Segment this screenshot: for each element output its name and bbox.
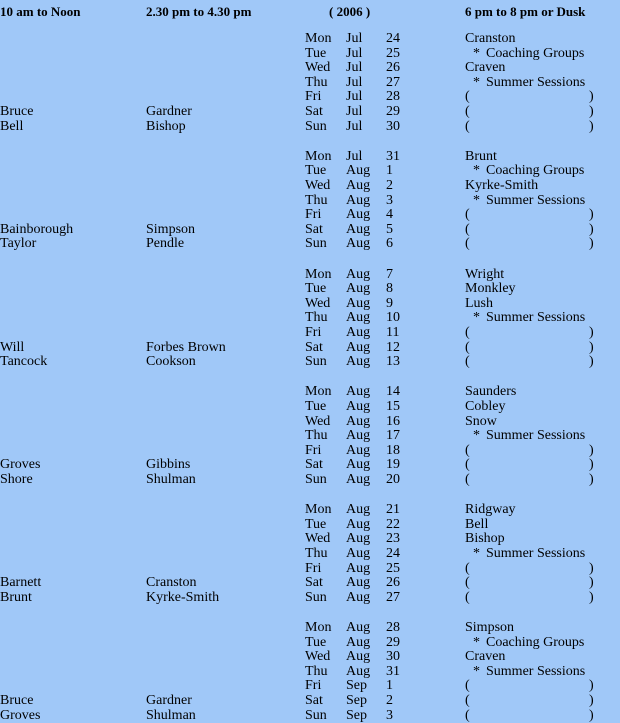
schedule-row bbox=[0, 679, 620, 694]
month-name: Jul bbox=[346, 60, 363, 76]
day-name: Sun bbox=[305, 354, 327, 370]
evening-name: Bell bbox=[465, 516, 489, 532]
empty-slot-open: ( bbox=[465, 339, 470, 355]
schedule-row bbox=[0, 47, 620, 62]
empty-slot-close: ) bbox=[589, 89, 594, 105]
day-name: Tue bbox=[305, 45, 327, 61]
day-name: Thu bbox=[305, 663, 328, 679]
day-name: Sat bbox=[305, 457, 323, 473]
month-name: Aug bbox=[346, 428, 371, 444]
morning-name: Bruce bbox=[0, 103, 34, 119]
month-name: Aug bbox=[346, 207, 371, 223]
month-name: Jul bbox=[346, 89, 363, 105]
date-number: 12 bbox=[386, 339, 400, 355]
date-number: 3 bbox=[386, 707, 393, 723]
afternoon-name: Shulman bbox=[146, 707, 196, 723]
day-name: Tue bbox=[305, 398, 327, 414]
evening-name: Saunders bbox=[465, 384, 517, 400]
month-name: Aug bbox=[346, 516, 371, 532]
evening-name: Snow bbox=[465, 413, 497, 429]
date-number: 14 bbox=[386, 384, 400, 400]
empty-slot-close: ) bbox=[589, 354, 594, 370]
month-name: Aug bbox=[346, 398, 371, 414]
date-number: 31 bbox=[386, 663, 400, 679]
date-number: 21 bbox=[386, 502, 400, 518]
morning-name: Shore bbox=[0, 471, 33, 487]
schedule-row bbox=[0, 621, 620, 636]
date-number: 27 bbox=[386, 589, 400, 605]
month-name: Aug bbox=[346, 663, 371, 679]
date-number: 9 bbox=[386, 295, 393, 311]
date-number: 19 bbox=[386, 457, 400, 473]
empty-slot-open: ( bbox=[465, 678, 470, 694]
empty-slot-close: ) bbox=[589, 442, 594, 458]
morning-name: Taylor bbox=[0, 236, 37, 252]
schedule-row bbox=[0, 32, 620, 47]
schedule-row bbox=[0, 650, 620, 665]
empty-slot-open: ( bbox=[465, 692, 470, 708]
day-name: Mon bbox=[305, 384, 332, 400]
schedule-row bbox=[0, 223, 620, 238]
month-name: Aug bbox=[346, 221, 371, 237]
header-morning: 10 am to Noon bbox=[0, 4, 81, 19]
afternoon-name: Shulman bbox=[146, 471, 196, 487]
schedule-row bbox=[0, 429, 620, 444]
evening-session: * Summer Sessions bbox=[473, 545, 586, 561]
date-number: 30 bbox=[386, 649, 400, 665]
schedule-row bbox=[0, 444, 620, 459]
morning-name: Bell bbox=[0, 118, 24, 134]
day-name: Tue bbox=[305, 516, 327, 532]
date-number: 24 bbox=[386, 31, 400, 46]
date-number: 4 bbox=[386, 207, 393, 223]
evening-session: * Coaching Groups bbox=[473, 163, 585, 179]
schedule-row bbox=[0, 61, 620, 76]
empty-slot-close: ) bbox=[589, 471, 594, 487]
evening-name: Wright bbox=[465, 266, 505, 282]
day-name: Tue bbox=[305, 163, 327, 179]
date-number: 3 bbox=[386, 192, 393, 208]
day-name: Wed bbox=[305, 295, 331, 311]
month-name: Aug bbox=[346, 236, 371, 252]
schedule-row bbox=[0, 665, 620, 680]
date-number: 20 bbox=[386, 471, 400, 487]
evening-session: * Summer Sessions bbox=[473, 428, 586, 444]
schedule-row bbox=[0, 547, 620, 562]
date-number: 2 bbox=[386, 177, 393, 193]
evening-session: * Summer Sessions bbox=[473, 310, 586, 326]
afternoon-name: Gardner bbox=[146, 103, 192, 119]
week-block bbox=[0, 32, 620, 134]
empty-slot-close: ) bbox=[589, 103, 594, 119]
month-name: Jul bbox=[346, 74, 363, 90]
date-number: 27 bbox=[386, 74, 400, 90]
empty-slot-open: ( bbox=[465, 589, 470, 605]
day-name: Sun bbox=[305, 707, 327, 723]
date-number: 30 bbox=[386, 118, 400, 134]
schedule-row bbox=[0, 237, 620, 252]
empty-slot-close: ) bbox=[589, 339, 594, 355]
month-name: Aug bbox=[346, 177, 371, 193]
month-name: Aug bbox=[346, 457, 371, 473]
empty-slot-open: ( bbox=[465, 707, 470, 723]
schedule-row bbox=[0, 518, 620, 533]
schedule-row bbox=[0, 385, 620, 400]
date-number: 11 bbox=[386, 324, 400, 340]
schedule-row bbox=[0, 473, 620, 488]
day-name: Tue bbox=[305, 281, 327, 297]
evening-session: * Summer Sessions bbox=[473, 663, 586, 679]
schedule-row bbox=[0, 355, 620, 370]
date-number: 1 bbox=[386, 678, 393, 694]
month-name: Aug bbox=[346, 545, 371, 561]
date-number: 26 bbox=[386, 575, 400, 591]
header-year: ( 2006 ) bbox=[329, 4, 371, 19]
schedule-row bbox=[0, 591, 620, 606]
day-name: Sun bbox=[305, 471, 327, 487]
day-name: Sun bbox=[305, 236, 327, 252]
empty-slot-close: ) bbox=[589, 221, 594, 237]
schedule-row bbox=[0, 562, 620, 577]
date-number: 18 bbox=[386, 442, 400, 458]
evening-name: Brunt bbox=[465, 148, 497, 164]
morning-name: Barnett bbox=[0, 575, 42, 591]
schedule-row bbox=[0, 282, 620, 297]
afternoon-name: Cranston bbox=[146, 575, 197, 591]
day-name: Wed bbox=[305, 649, 331, 665]
day-name: Fri bbox=[305, 324, 322, 340]
empty-slot-close: ) bbox=[589, 207, 594, 223]
day-name: Thu bbox=[305, 545, 328, 561]
schedule-row bbox=[0, 576, 620, 591]
date-number: 6 bbox=[386, 236, 393, 252]
week-block bbox=[0, 150, 620, 252]
month-name: Aug bbox=[346, 163, 371, 179]
empty-slot-open: ( bbox=[465, 575, 470, 591]
day-name: Thu bbox=[305, 74, 328, 90]
empty-slot-close: ) bbox=[589, 560, 594, 576]
morning-name: Will bbox=[0, 339, 25, 355]
month-name: Aug bbox=[346, 384, 371, 400]
schedule-row bbox=[0, 326, 620, 341]
day-name: Wed bbox=[305, 177, 331, 193]
empty-slot-open: ( bbox=[465, 103, 470, 119]
month-name: Sep bbox=[346, 692, 367, 708]
evening-session: * Summer Sessions bbox=[473, 192, 586, 208]
evening-name: Simpson bbox=[465, 620, 515, 635]
afternoon-name: Forbes Brown bbox=[146, 339, 226, 355]
day-name: Tue bbox=[305, 634, 327, 650]
day-name: Fri bbox=[305, 442, 322, 458]
schedule-row bbox=[0, 150, 620, 165]
day-name: Wed bbox=[305, 60, 331, 76]
empty-slot-close: ) bbox=[589, 575, 594, 591]
schedule-row bbox=[0, 694, 620, 709]
schedule-row bbox=[0, 311, 620, 326]
morning-name: Tancock bbox=[0, 354, 48, 370]
schedule-row bbox=[0, 297, 620, 312]
month-name: Aug bbox=[346, 310, 371, 326]
evening-name: Bishop bbox=[465, 531, 505, 547]
date-number: 5 bbox=[386, 221, 393, 237]
date-number: 29 bbox=[386, 103, 400, 119]
evening-name: Craven bbox=[465, 60, 506, 76]
empty-slot-open: ( bbox=[465, 221, 470, 237]
header-evening: 6 pm to 8 pm or Dusk bbox=[465, 4, 586, 19]
empty-slot-open: ( bbox=[465, 89, 470, 105]
evening-name: Cobley bbox=[465, 398, 506, 414]
date-number: 28 bbox=[386, 89, 400, 105]
afternoon-name: Kyrke-Smith bbox=[146, 589, 220, 605]
afternoon-name: Bishop bbox=[146, 118, 186, 134]
day-name: Thu bbox=[305, 428, 328, 444]
month-name: Aug bbox=[346, 324, 371, 340]
afternoon-name: Gardner bbox=[146, 692, 192, 708]
empty-slot-close: ) bbox=[589, 589, 594, 605]
empty-slot-close: ) bbox=[589, 324, 594, 340]
evening-name: Ridgway bbox=[465, 502, 516, 518]
empty-slot-close: ) bbox=[589, 118, 594, 134]
month-name: Aug bbox=[346, 649, 371, 665]
date-number: 28 bbox=[386, 620, 400, 635]
date-number: 22 bbox=[386, 516, 400, 532]
schedule-row bbox=[0, 532, 620, 547]
day-name: Sun bbox=[305, 589, 327, 605]
schedule-row bbox=[0, 400, 620, 415]
schedule-row bbox=[0, 709, 620, 723]
day-name: Fri bbox=[305, 560, 322, 576]
empty-slot-open: ( bbox=[465, 457, 470, 473]
date-number: 26 bbox=[386, 60, 400, 76]
evening-session: * Coaching Groups bbox=[473, 45, 585, 61]
day-name: Thu bbox=[305, 310, 328, 326]
week-block bbox=[0, 621, 620, 723]
day-name: Sat bbox=[305, 339, 323, 355]
month-name: Aug bbox=[346, 354, 371, 370]
empty-slot-close: ) bbox=[589, 707, 594, 723]
date-number: 17 bbox=[386, 428, 400, 444]
empty-slot-open: ( bbox=[465, 560, 470, 576]
month-name: Aug bbox=[346, 442, 371, 458]
month-name: Jul bbox=[346, 45, 363, 61]
date-number: 16 bbox=[386, 413, 400, 429]
day-name: Mon bbox=[305, 266, 332, 282]
schedule-row bbox=[0, 268, 620, 283]
schedule-row bbox=[0, 458, 620, 473]
day-name: Wed bbox=[305, 413, 331, 429]
month-name: Sep bbox=[346, 707, 367, 723]
month-name: Aug bbox=[346, 560, 371, 576]
evening-name: Lush bbox=[465, 295, 493, 311]
month-name: Aug bbox=[346, 589, 371, 605]
date-number: 15 bbox=[386, 398, 400, 414]
month-name: Aug bbox=[346, 471, 371, 487]
day-name: Fri bbox=[305, 207, 322, 223]
day-name: Sat bbox=[305, 575, 323, 591]
schedule-row bbox=[0, 105, 620, 120]
month-name: Jul bbox=[346, 148, 363, 164]
month-name: Aug bbox=[346, 531, 371, 547]
day-name: Mon bbox=[305, 148, 332, 164]
header-afternoon: 2.30 pm to 4.30 pm bbox=[146, 4, 252, 19]
day-name: Sat bbox=[305, 103, 323, 119]
empty-slot-close: ) bbox=[589, 236, 594, 252]
month-name: Aug bbox=[346, 502, 371, 518]
date-number: 2 bbox=[386, 692, 393, 708]
schedule-row bbox=[0, 179, 620, 194]
empty-slot-open: ( bbox=[465, 471, 470, 487]
empty-slot-close: ) bbox=[589, 457, 594, 473]
evening-session: * Summer Sessions bbox=[473, 74, 586, 90]
date-number: 13 bbox=[386, 354, 400, 370]
schedule-row bbox=[0, 208, 620, 223]
empty-slot-open: ( bbox=[465, 442, 470, 458]
date-number: 1 bbox=[386, 163, 393, 179]
day-name: Thu bbox=[305, 192, 328, 208]
schedule-row bbox=[0, 503, 620, 518]
week-block bbox=[0, 503, 620, 605]
schedule-row bbox=[0, 636, 620, 651]
month-name: Aug bbox=[346, 295, 371, 311]
date-number: 7 bbox=[386, 266, 393, 282]
week-block bbox=[0, 268, 620, 370]
empty-slot-open: ( bbox=[465, 236, 470, 252]
month-name: Aug bbox=[346, 192, 371, 208]
evening-session: * Coaching Groups bbox=[473, 634, 585, 650]
morning-name: Groves bbox=[0, 457, 41, 473]
date-number: 25 bbox=[386, 560, 400, 576]
empty-slot-close: ) bbox=[589, 692, 594, 708]
date-number: 24 bbox=[386, 545, 400, 561]
afternoon-name: Simpson bbox=[146, 221, 196, 237]
schedule-row bbox=[0, 194, 620, 209]
date-number: 25 bbox=[386, 45, 400, 61]
schedule-row bbox=[0, 341, 620, 356]
day-name: Fri bbox=[305, 678, 322, 694]
week-block bbox=[0, 385, 620, 487]
month-name: Jul bbox=[346, 103, 363, 119]
day-name: Mon bbox=[305, 502, 332, 518]
month-name: Sep bbox=[346, 678, 367, 694]
month-name: Aug bbox=[346, 413, 371, 429]
day-name: Mon bbox=[305, 31, 332, 46]
day-name: Mon bbox=[305, 620, 332, 635]
month-name: Aug bbox=[346, 339, 371, 355]
evening-name: Monkley bbox=[465, 281, 516, 297]
month-name: Aug bbox=[346, 634, 371, 650]
schedule-row bbox=[0, 415, 620, 430]
day-name: Sun bbox=[305, 118, 327, 134]
date-number: 29 bbox=[386, 634, 400, 650]
date-number: 10 bbox=[386, 310, 400, 326]
evening-name: Kyrke-Smith bbox=[465, 177, 539, 193]
day-name: Sat bbox=[305, 221, 323, 237]
morning-name: Brunt bbox=[0, 589, 32, 605]
evening-name: Cranston bbox=[465, 31, 516, 46]
afternoon-name: Gibbins bbox=[146, 457, 191, 473]
schedule-row bbox=[0, 76, 620, 91]
morning-name: Bainborough bbox=[0, 221, 74, 237]
month-name: Aug bbox=[346, 281, 371, 297]
month-name: Jul bbox=[346, 118, 363, 134]
day-name: Sat bbox=[305, 692, 323, 708]
month-name: Aug bbox=[346, 575, 371, 591]
day-name: Fri bbox=[305, 89, 322, 105]
month-name: Jul bbox=[346, 31, 363, 46]
morning-name: Bruce bbox=[0, 692, 34, 708]
evening-name: Craven bbox=[465, 649, 506, 665]
month-name: Aug bbox=[346, 266, 371, 282]
empty-slot-open: ( bbox=[465, 324, 470, 340]
empty-slot-open: ( bbox=[465, 207, 470, 223]
date-number: 8 bbox=[386, 281, 393, 297]
afternoon-name: Cookson bbox=[146, 354, 196, 370]
afternoon-name: Pendle bbox=[146, 236, 185, 252]
empty-slot-close: ) bbox=[589, 678, 594, 694]
schedule-row bbox=[0, 164, 620, 179]
month-name: Aug bbox=[346, 620, 371, 635]
schedule-row bbox=[0, 90, 620, 105]
day-name: Wed bbox=[305, 531, 331, 547]
empty-slot-open: ( bbox=[465, 118, 470, 134]
morning-name: Groves bbox=[0, 707, 41, 723]
date-number: 31 bbox=[386, 148, 400, 164]
date-number: 23 bbox=[386, 531, 400, 547]
schedule-row bbox=[0, 120, 620, 135]
empty-slot-open: ( bbox=[465, 354, 470, 370]
